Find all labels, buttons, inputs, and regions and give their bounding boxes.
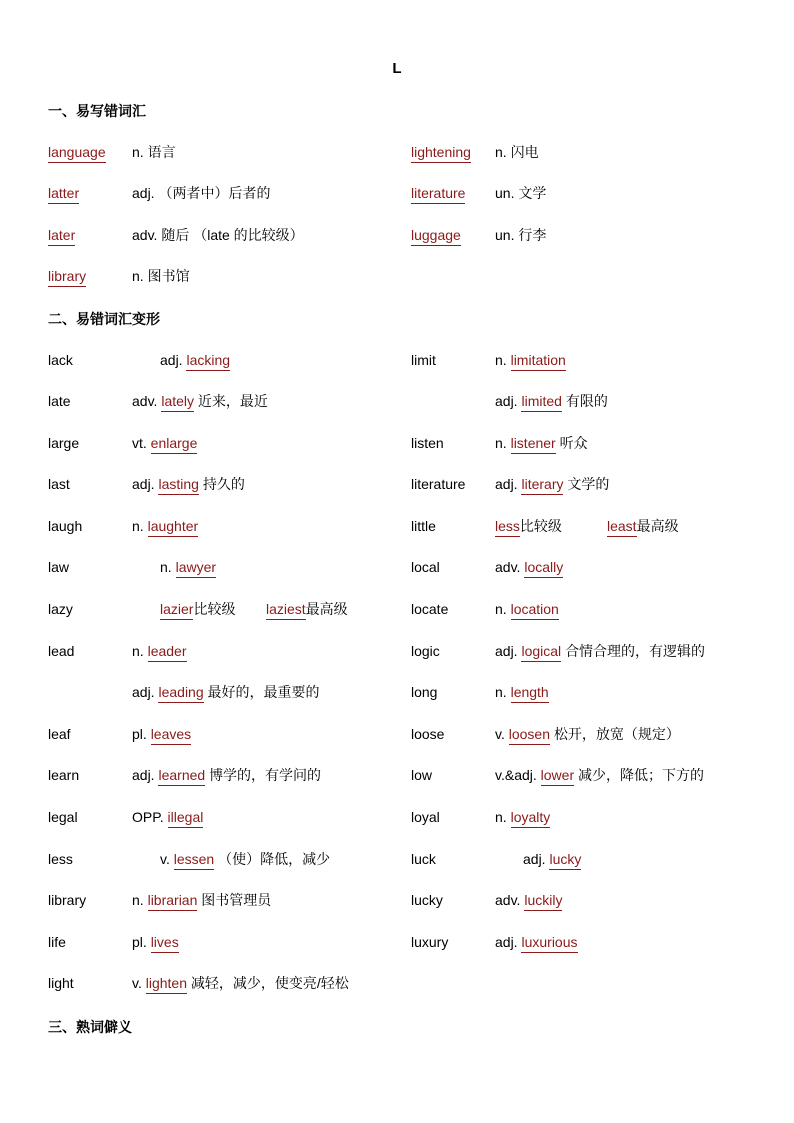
word-form: n. listener 听众 (495, 435, 588, 454)
base-word: loose (411, 726, 445, 742)
word-form: vt. enlarge (132, 435, 197, 454)
word-form: adv. luckily (495, 892, 562, 911)
base-word: little (411, 518, 436, 534)
base-word: learn (48, 767, 80, 783)
base-word: limit (411, 352, 436, 368)
word-form: n. length (495, 684, 549, 703)
section-heading-1: 一、易写错词汇 (48, 103, 146, 119)
base-word: leaf (48, 726, 71, 742)
vocab-word: later (48, 227, 75, 246)
base-word: light (48, 975, 74, 991)
base-word: luck (411, 851, 436, 867)
word-form: adj. literary 文学的 (495, 476, 609, 495)
base-word: lucky (411, 892, 443, 908)
word-form: adj. luxurious (495, 934, 578, 953)
word-form: v. loosen 松开，放宽（规定） (495, 726, 680, 745)
pos-label: n. 语言 (132, 144, 176, 160)
base-word: local (411, 559, 440, 575)
word-form: adj. logical 合情合理的，有逻辑的 (495, 643, 705, 662)
word-form: adv. lately 近来，最近 (132, 393, 268, 412)
word-form: adj. lucky (523, 851, 581, 870)
pos-label: un. 文学 (495, 185, 547, 201)
word-form: v. lessen （使）降低，减少 (160, 851, 330, 870)
word-form: adj. leading 最好的，最重要的 (132, 684, 320, 703)
base-word: last (48, 476, 70, 492)
base-word: low (411, 767, 433, 783)
base-word: lazy (48, 601, 73, 617)
word-form: adv. locally (495, 559, 563, 578)
word-form: n. location (495, 601, 559, 620)
base-word: long (411, 684, 438, 700)
pos-label: un. 行李 (495, 227, 547, 243)
pos-label: n. 闪电 (495, 144, 539, 160)
vocab-word: luggage (411, 227, 461, 246)
word-form: adj. limited 有限的 (495, 393, 608, 412)
section-heading-2: 二、易错词汇变形 (48, 311, 160, 327)
base-word: legal (48, 809, 78, 825)
word-form: n. leader (132, 643, 187, 662)
word-form: n. limitation (495, 352, 566, 371)
page-title: L (392, 60, 402, 77)
base-word: late (48, 393, 71, 409)
word-form: n. librarian 图书管理员 (132, 892, 271, 911)
pos-label: adj. （两者中）后者的 (132, 185, 271, 201)
vocab-word: latter (48, 185, 79, 204)
word-form: less比较级 (495, 518, 562, 537)
base-word: life (48, 934, 66, 950)
word-form: n. lawyer (160, 559, 216, 578)
word-form: n. loyalty (495, 809, 550, 828)
section-heading-3: 三、熟词僻义 (48, 1019, 132, 1035)
word-form: laziest最高级 (266, 601, 348, 620)
base-word: library (48, 892, 87, 908)
word-form: least最高级 (607, 518, 679, 537)
base-word: lead (48, 643, 75, 659)
base-word: listen (411, 435, 444, 451)
vocab-word: lightening (411, 144, 471, 163)
word-form: pl. leaves (132, 726, 191, 745)
word-form: adj. lasting 持久的 (132, 476, 245, 495)
base-word: luxury (411, 934, 449, 950)
vocab-word: library (48, 268, 86, 287)
base-word: literature (411, 476, 466, 492)
base-word: large (48, 435, 80, 451)
base-word: logic (411, 643, 440, 659)
word-form: n. laughter (132, 518, 198, 537)
word-form: adj. lacking (160, 352, 230, 371)
word-form: v. lighten 减轻，减少，使变亮/轻松 (132, 975, 349, 994)
vocab-word: literature (411, 185, 465, 204)
base-word: less (48, 851, 73, 867)
vocab-word: language (48, 144, 106, 163)
base-word: locate (411, 601, 449, 617)
word-form: pl. lives (132, 934, 179, 953)
word-form: lazier比较级 (160, 601, 235, 620)
base-word: law (48, 559, 70, 575)
pos-label: adv. 随后 （late 的比较级） (132, 227, 304, 243)
base-word: loyal (411, 809, 440, 825)
base-word: laugh (48, 518, 83, 534)
base-word: lack (48, 352, 73, 368)
word-form: OPP. illegal (132, 809, 203, 828)
word-form: adj. learned 博学的，有学问的 (132, 767, 321, 786)
word-form: v.&adj. lower 减少，降低；下方的 (495, 767, 704, 786)
pos-label: n. 图书馆 (132, 268, 190, 284)
